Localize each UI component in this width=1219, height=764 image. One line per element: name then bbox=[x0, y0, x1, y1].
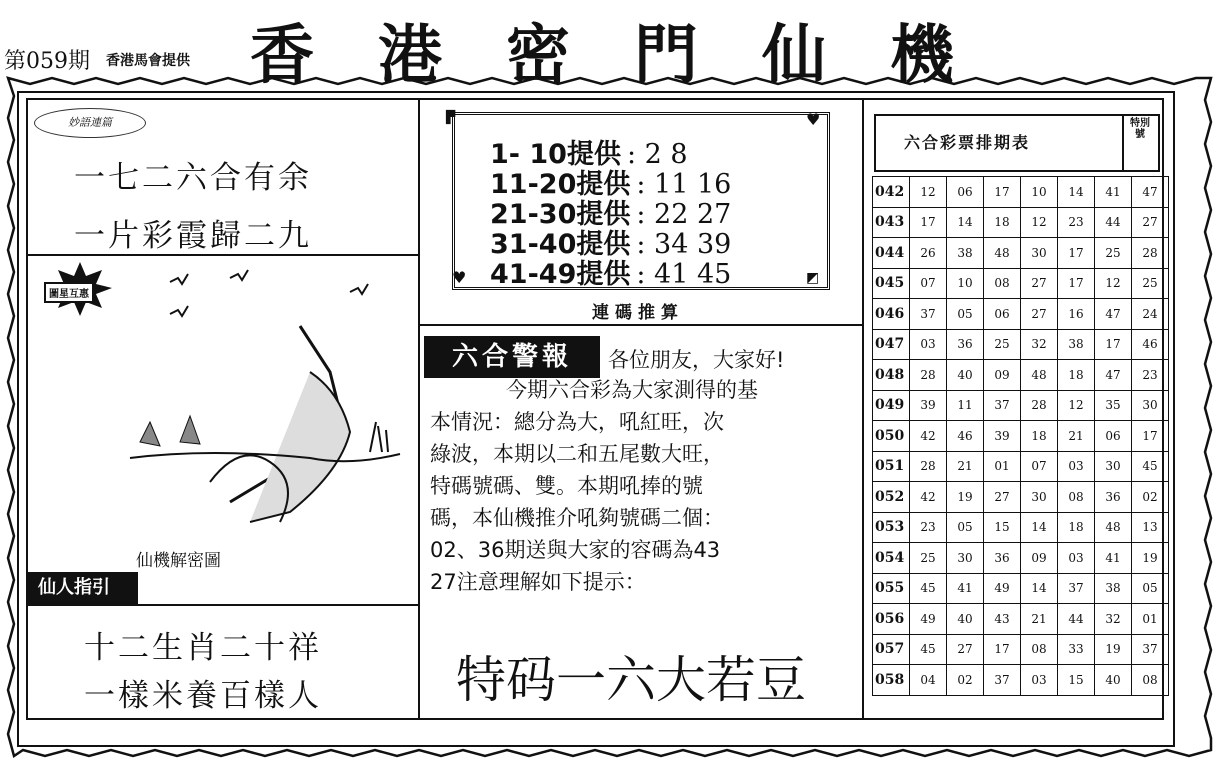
number-cell: 18 bbox=[1058, 512, 1095, 543]
table-row bbox=[873, 268, 1169, 299]
number-cell: 27 bbox=[984, 482, 1021, 513]
illustration-caption: 仙機解密圖 bbox=[136, 551, 221, 571]
number-cell: 05 bbox=[947, 299, 984, 330]
number-cell: 19 bbox=[1095, 634, 1132, 665]
number-cell: 21 bbox=[1021, 604, 1058, 635]
paragraph-line: 今期六合彩為大家測得的基 bbox=[506, 378, 758, 402]
number-cell: 38 bbox=[1095, 573, 1132, 604]
number-cell: 47 bbox=[1095, 299, 1132, 330]
corner-tl-icon: ▛ bbox=[446, 110, 456, 124]
number-cell: 28 bbox=[910, 451, 947, 482]
guide-line-1: 十二生肖二十祥 bbox=[84, 630, 322, 666]
number-cell: 32 bbox=[1095, 604, 1132, 635]
number-cell: 39 bbox=[984, 421, 1021, 452]
poem-line-1: 一七二六合有余 bbox=[74, 160, 312, 196]
number-cell: 02 bbox=[947, 665, 984, 696]
table-row bbox=[873, 512, 1169, 543]
paragraph-line: 碼，本仙機推介吼夠號碼二個： bbox=[430, 506, 724, 530]
number-cell: 11 bbox=[947, 390, 984, 421]
number-cell: 02 bbox=[1132, 482, 1169, 513]
number-cell: 35 bbox=[1095, 390, 1132, 421]
paragraph-line: 本情況：總分為大，吼紅旺，次 bbox=[430, 410, 724, 434]
poem-line-2: 一片彩霞歸二九 bbox=[74, 218, 312, 254]
banner-title: 香港密門仙機 bbox=[250, 18, 1018, 93]
number-cell: 33 bbox=[1058, 634, 1095, 665]
number-cell: 28 bbox=[1132, 238, 1169, 269]
issue-cell: 050 bbox=[873, 421, 910, 452]
number-cell: 25 bbox=[984, 329, 1021, 360]
number-cell: 48 bbox=[984, 238, 1021, 269]
table-row bbox=[873, 360, 1169, 391]
corner-bl-icon: ♥ bbox=[452, 268, 467, 287]
divider-left bbox=[418, 98, 420, 720]
issue-cell: 053 bbox=[873, 512, 910, 543]
number-cell: 28 bbox=[910, 360, 947, 391]
divider-supply bbox=[420, 324, 862, 326]
number-cell: 45 bbox=[1132, 451, 1169, 482]
number-cell: 03 bbox=[1058, 451, 1095, 482]
number-cell: 27 bbox=[1021, 268, 1058, 299]
special-number-hint: 特码一六大若豆 bbox=[456, 651, 806, 709]
number-cell: 17 bbox=[1132, 421, 1169, 452]
special-number-label: 特別號 bbox=[1130, 118, 1150, 140]
number-cell: 08 bbox=[1021, 634, 1058, 665]
number-cell: 32 bbox=[1021, 329, 1058, 360]
number-cell: 26 bbox=[910, 238, 947, 269]
number-cell: 46 bbox=[1132, 329, 1169, 360]
supply-row-label: 11-20提供 bbox=[490, 169, 631, 200]
number-cell: 18 bbox=[984, 207, 1021, 238]
number-cell: 17 bbox=[984, 634, 1021, 665]
guide-line-2: 一樣米養百樣人 bbox=[84, 678, 322, 714]
table-row bbox=[873, 451, 1169, 482]
paragraph-line: 27注意理解如下提示： bbox=[430, 570, 646, 594]
number-cell: 03 bbox=[910, 329, 947, 360]
supply-row-nums: : 34 39 bbox=[636, 229, 732, 260]
number-cell: 18 bbox=[1058, 360, 1095, 391]
number-cell: 40 bbox=[1095, 665, 1132, 696]
alert-tag: 六合警報 bbox=[424, 336, 600, 378]
number-cell: 47 bbox=[1132, 177, 1169, 208]
issue-cell: 057 bbox=[873, 634, 910, 665]
number-cell: 42 bbox=[910, 482, 947, 513]
corner-br-icon: ◩ bbox=[806, 270, 820, 286]
number-cell: 14 bbox=[1021, 512, 1058, 543]
table-row bbox=[873, 573, 1169, 604]
number-cell: 37 bbox=[1132, 634, 1169, 665]
number-cell: 27 bbox=[947, 634, 984, 665]
number-cell: 21 bbox=[947, 451, 984, 482]
number-cell: 12 bbox=[1095, 268, 1132, 299]
supply-row-label: 31-40提供 bbox=[490, 229, 631, 260]
number-cell: 38 bbox=[947, 238, 984, 269]
table-row bbox=[873, 421, 1169, 452]
number-cell: 15 bbox=[984, 512, 1021, 543]
number-cell: 17 bbox=[984, 177, 1021, 208]
number-cell: 06 bbox=[1095, 421, 1132, 452]
supply-row-label: 21-30提供 bbox=[490, 199, 631, 230]
number-cell: 03 bbox=[1021, 665, 1058, 696]
number-cell: 04 bbox=[910, 665, 947, 696]
supply-row-nums: : 11 16 bbox=[636, 169, 732, 200]
number-cell: 43 bbox=[984, 604, 1021, 635]
issue-cell: 058 bbox=[873, 665, 910, 696]
table-row bbox=[873, 390, 1169, 421]
issue-cell: 052 bbox=[873, 482, 910, 513]
number-cell: 25 bbox=[1095, 238, 1132, 269]
table-row bbox=[873, 299, 1169, 330]
schedule-title: 六合彩票排期表 bbox=[904, 133, 1031, 152]
number-cell: 44 bbox=[1058, 604, 1095, 635]
divider-guide bbox=[26, 604, 418, 606]
paragraph-line: 特碼號碼、雙。本期吼捧的號 bbox=[430, 474, 703, 498]
number-cell: 27 bbox=[1132, 207, 1169, 238]
number-cell: 08 bbox=[1058, 482, 1095, 513]
table-row bbox=[873, 665, 1169, 696]
number-cell: 25 bbox=[910, 543, 947, 574]
number-cell: 47 bbox=[1095, 360, 1132, 391]
supply-row-label: 41-49提供 bbox=[490, 259, 631, 290]
number-cell: 14 bbox=[1021, 573, 1058, 604]
number-cell: 37 bbox=[1058, 573, 1095, 604]
number-cell: 10 bbox=[947, 268, 984, 299]
number-cell: 49 bbox=[910, 604, 947, 635]
table-row bbox=[873, 177, 1169, 208]
number-cell: 37 bbox=[910, 299, 947, 330]
number-cell: 46 bbox=[947, 421, 984, 452]
number-cell: 36 bbox=[1095, 482, 1132, 513]
supply-row-5 bbox=[490, 252, 731, 291]
issue-cell: 048 bbox=[873, 360, 910, 391]
number-cell: 37 bbox=[984, 665, 1021, 696]
number-cell: 44 bbox=[1095, 207, 1132, 238]
table-row bbox=[873, 604, 1169, 635]
illustration-badge: 圖星互惠 bbox=[44, 282, 94, 303]
number-cell: 14 bbox=[947, 207, 984, 238]
provider-label: 香港馬會提供 bbox=[106, 53, 190, 69]
number-cell: 06 bbox=[984, 299, 1021, 330]
number-cell: 38 bbox=[1058, 329, 1095, 360]
issue-cell: 055 bbox=[873, 573, 910, 604]
number-cell: 23 bbox=[1058, 207, 1095, 238]
number-cell: 09 bbox=[1021, 543, 1058, 574]
number-cell: 05 bbox=[947, 512, 984, 543]
number-cell: 23 bbox=[1132, 360, 1169, 391]
number-cell: 45 bbox=[910, 573, 947, 604]
number-cell: 48 bbox=[1095, 512, 1132, 543]
number-cell: 03 bbox=[1058, 543, 1095, 574]
number-cell: 17 bbox=[1058, 238, 1095, 269]
number-cell: 30 bbox=[1021, 482, 1058, 513]
paragraph-line: 02、36期送與大家的容碼為43 bbox=[430, 538, 721, 562]
schedule-table bbox=[872, 176, 1169, 696]
number-cell: 40 bbox=[947, 360, 984, 391]
number-cell: 17 bbox=[1058, 268, 1095, 299]
number-cell: 37 bbox=[984, 390, 1021, 421]
supply-row-nums: : 41 45 bbox=[636, 259, 732, 290]
issue-cell: 044 bbox=[873, 238, 910, 269]
number-cell: 30 bbox=[1095, 451, 1132, 482]
table-row bbox=[873, 238, 1169, 269]
schedule-header-divider bbox=[1122, 114, 1124, 172]
number-cell: 45 bbox=[910, 634, 947, 665]
number-cell: 30 bbox=[947, 543, 984, 574]
poem-badge: 妙語連篇 bbox=[34, 108, 146, 138]
number-cell: 08 bbox=[984, 268, 1021, 299]
issue-cell: 043 bbox=[873, 207, 910, 238]
table-row bbox=[873, 207, 1169, 238]
supply-row-label: 1- 10提供 bbox=[490, 139, 621, 170]
paragraph-line: 綠波，本期以二和五尾數大旺， bbox=[430, 442, 724, 466]
number-cell: 49 bbox=[984, 573, 1021, 604]
number-cell: 41 bbox=[1095, 543, 1132, 574]
issue-cell: 047 bbox=[873, 329, 910, 360]
number-cell: 06 bbox=[947, 177, 984, 208]
number-cell: 15 bbox=[1058, 665, 1095, 696]
number-cell: 36 bbox=[947, 329, 984, 360]
table-row bbox=[873, 329, 1169, 360]
number-cell: 30 bbox=[1021, 238, 1058, 269]
number-cell: 21 bbox=[1058, 421, 1095, 452]
number-cell: 07 bbox=[1021, 451, 1058, 482]
guide-tag: 仙人指引 bbox=[28, 572, 138, 604]
number-cell: 28 bbox=[1021, 390, 1058, 421]
table-row bbox=[873, 634, 1169, 665]
table-row bbox=[873, 482, 1169, 513]
number-cell: 19 bbox=[1132, 543, 1169, 574]
number-cell: 40 bbox=[947, 604, 984, 635]
number-cell: 18 bbox=[1021, 421, 1058, 452]
number-cell: 01 bbox=[1132, 604, 1169, 635]
number-cell: 48 bbox=[1021, 360, 1058, 391]
table-row bbox=[873, 543, 1169, 574]
number-cell: 30 bbox=[1132, 390, 1169, 421]
issue-number: 第059期 bbox=[4, 49, 90, 74]
number-cell: 27 bbox=[1021, 299, 1058, 330]
corner-tr-icon: ♥ bbox=[806, 110, 821, 129]
illustration-image bbox=[40, 262, 410, 552]
issue-cell: 056 bbox=[873, 604, 910, 635]
number-cell: 24 bbox=[1132, 299, 1169, 330]
number-cell: 12 bbox=[1058, 390, 1095, 421]
number-cell: 09 bbox=[984, 360, 1021, 391]
issue-cell: 046 bbox=[873, 299, 910, 330]
number-cell: 16 bbox=[1058, 299, 1095, 330]
number-cell: 12 bbox=[910, 177, 947, 208]
number-cell: 14 bbox=[1058, 177, 1095, 208]
supply-row-nums: : 2 8 bbox=[626, 139, 688, 170]
number-cell: 08 bbox=[1132, 665, 1169, 696]
number-cell: 42 bbox=[910, 421, 947, 452]
number-cell: 01 bbox=[984, 451, 1021, 482]
supply-row-nums: : 22 27 bbox=[636, 199, 732, 230]
number-cell: 17 bbox=[910, 207, 947, 238]
number-cell: 05 bbox=[1132, 573, 1169, 604]
number-cell: 12 bbox=[1021, 207, 1058, 238]
number-cell: 23 bbox=[910, 512, 947, 543]
issue-cell: 045 bbox=[873, 268, 910, 299]
divider-right bbox=[862, 98, 864, 720]
number-cell: 25 bbox=[1132, 268, 1169, 299]
number-cell: 41 bbox=[947, 573, 984, 604]
number-cell: 10 bbox=[1021, 177, 1058, 208]
number-cell: 07 bbox=[910, 268, 947, 299]
number-cell: 39 bbox=[910, 390, 947, 421]
issue-cell: 051 bbox=[873, 451, 910, 482]
greeting-text: 各位朋友，大家好! bbox=[608, 348, 785, 372]
number-cell: 36 bbox=[984, 543, 1021, 574]
supply-caption: 連碼推算 bbox=[592, 303, 684, 323]
number-cell: 17 bbox=[1095, 329, 1132, 360]
number-cell: 13 bbox=[1132, 512, 1169, 543]
number-cell: 19 bbox=[947, 482, 984, 513]
issue-cell: 042 bbox=[873, 177, 910, 208]
issue-cell: 054 bbox=[873, 543, 910, 574]
number-cell: 41 bbox=[1095, 177, 1132, 208]
issue-cell: 049 bbox=[873, 390, 910, 421]
